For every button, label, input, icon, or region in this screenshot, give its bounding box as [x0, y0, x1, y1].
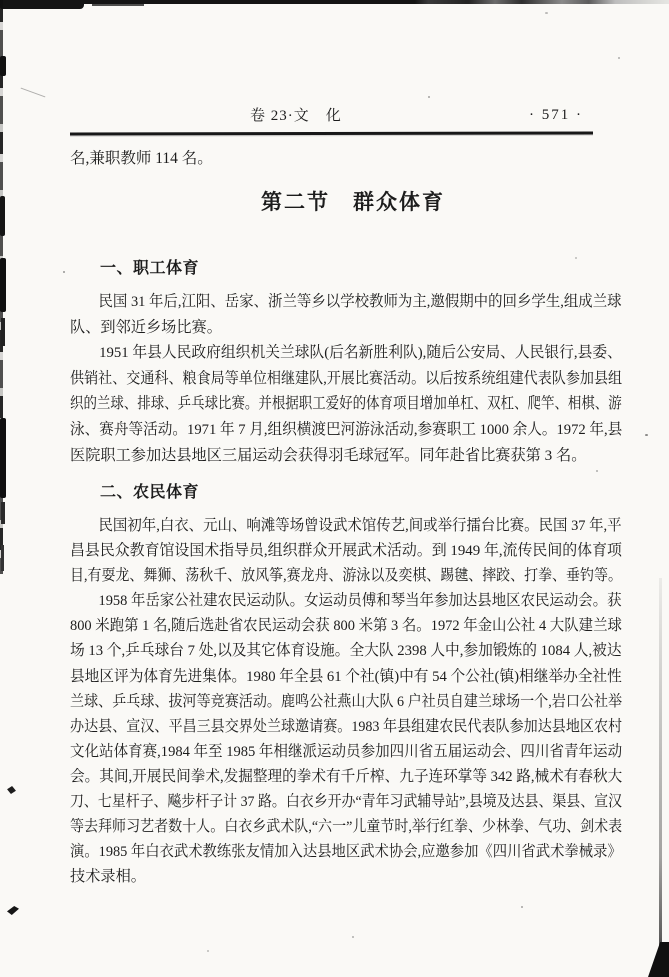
scan-speck: [428, 96, 430, 98]
text-column-workers-sports: [70, 289, 622, 468]
text-line: 医院职工参加达县地区三届运动会获得羽毛球冠军。同年赴省比赛获第 3 名。: [70, 446, 587, 464]
scan-speck: [207, 950, 209, 952]
scan-mark: [7, 906, 19, 915]
scan-edge-left-blob: [0, 56, 6, 76]
scan-edge-left-blob: [0, 258, 6, 312]
text-line: 织的兰球、排球、乒乓球比赛。并根据职工爱好的体育项目增加单杠、双杠、爬竿、相棋、游: [70, 395, 622, 413]
text-line: 兰球、乒乓球、拔河等竞赛活动。鹿鸣公社燕山大队 6 户社员自建兰球场一个,岩口公社举: [70, 692, 623, 710]
scan-speck: [618, 57, 620, 59]
running-header-page-number: · 571 ·: [529, 107, 583, 123]
subsection-heading-farmers-sports: 二、农民体育: [100, 484, 200, 501]
scan-edge-left-blob: [0, 418, 6, 498]
text-line: 供销社、交通科、粮食局等单位相继建队,开展比赛活动。以后按系统组建代表队参加县组: [70, 369, 623, 387]
text-line: 民国 31 年后,江阳、岳家、浙兰等乡以学校教师为主,邀假期中的回乡学生,组成兰球: [98, 293, 622, 310]
text-line: 县地区评为体育先进集体。1980 年全县 61 个社(镇)中有 54 个公社(镇)相继举办全社性: [70, 667, 622, 685]
text-line: 目,有耍龙、舞狮、荡秋千、放风筝,赛龙舟、游泳以及奕棋、踢毽、摔跤、打拳、垂钓等。: [70, 567, 622, 585]
subsection-heading-workers-sports: 一、职工体育: [100, 260, 200, 277]
leading-text-line: 名,兼职教师 114 名。: [70, 150, 213, 167]
text-line: 昌县民众教育馆设国术指导员,组织群众开展武术活动。到 1949 年,流传民间的体育项: [70, 542, 622, 560]
text-line: 1951 年县人民政府组织机关兰球队(后名新胜利队),随后公安局、人民银行,县委、: [99, 344, 622, 362]
text-line: 刀、七星杆子、飚步杆子计 37 路。白衣乡开办“青年习武辅导站”,县境及达县、渠县、宣汉: [70, 793, 622, 811]
scan-speck: [521, 906, 523, 908]
text-line: 演。1985 年白衣武术教练张友情加入达县地区武术协会,应邀参加《四川省武术拳械录》: [70, 843, 622, 861]
text-line: 等去拜师习艺者数十人。白衣乡武术队,“六一”儿童节时,举行红拳、少林拳、气功、剑术表: [70, 818, 623, 836]
scan-speck: [63, 271, 65, 273]
text-line: 800 米跑第 1 名,随后选赴省农民运动会获 800 米第 3 名。1972 年金山公社 4 大队建兰球: [70, 617, 622, 635]
text-line: 会。其间,开展民间拳术,发掘整理的拳术有千斤榨、九子连环掌等 342 路,械术有春秋大: [70, 767, 623, 785]
scan-edge-left-blob: [1, 545, 4, 571]
text-line: 文化站体育赛,1984 年至 1985 年相继派运动员参加四川省五届运动会、四川省青年运动: [70, 742, 623, 760]
scan-edge-top-blob: [92, 3, 144, 6]
scan-speck: [596, 470, 598, 472]
scan-scratch: [21, 88, 46, 98]
scan-speck: [645, 434, 648, 436]
text-line: 场 13 个,乒乓球台 7 处,以及其它体育设施。全大队 2398 人中,参加锻炼的 1084 人,被达: [70, 642, 622, 660]
scan-edge-right: [659, 578, 662, 977]
text-column-farmers-sports: [70, 513, 622, 889]
running-header-volume-title: 卷 23·文 化: [250, 108, 342, 124]
scan-edge-left-blob: [1, 318, 5, 346]
scan-edge-top-blob: [0, 2, 84, 9]
scan-speck: [575, 257, 577, 259]
scan-mark: [6, 785, 17, 795]
text-line: 队、到邻近乡场比赛。: [70, 318, 222, 336]
header-rule: [70, 131, 593, 135]
text-line: 1958 年岳家公社建农民运动队。女运动员傅和琴当年参加达县地区农民运动会。获: [98, 592, 622, 610]
scan-corner-wedge: [648, 942, 669, 977]
scan-speck: [352, 936, 354, 938]
text-line: 办达县、宣汉、平昌三县交界处兰球邀请赛。1983 年县组建农民代表队参加达县地区农村: [70, 717, 623, 735]
section-title: 第二节 群众体育: [261, 190, 445, 214]
scan-edge-left-blob: [0, 196, 5, 236]
text-line: 民国初年,白衣、元山、响滩等场曾设武术馆传艺,间或举行擂台比赛。民国 37 年,平: [98, 517, 622, 534]
text-line: 泳、赛舟等活动。1971 年 7 月,组织横渡巴河游泳活动,参赛职工 1000 余人。1972 年,县: [70, 420, 623, 438]
scan-speck: [545, 12, 548, 14]
text-line: 技术录相。: [70, 868, 146, 886]
scan-edge-left-blob: [1, 502, 5, 524]
